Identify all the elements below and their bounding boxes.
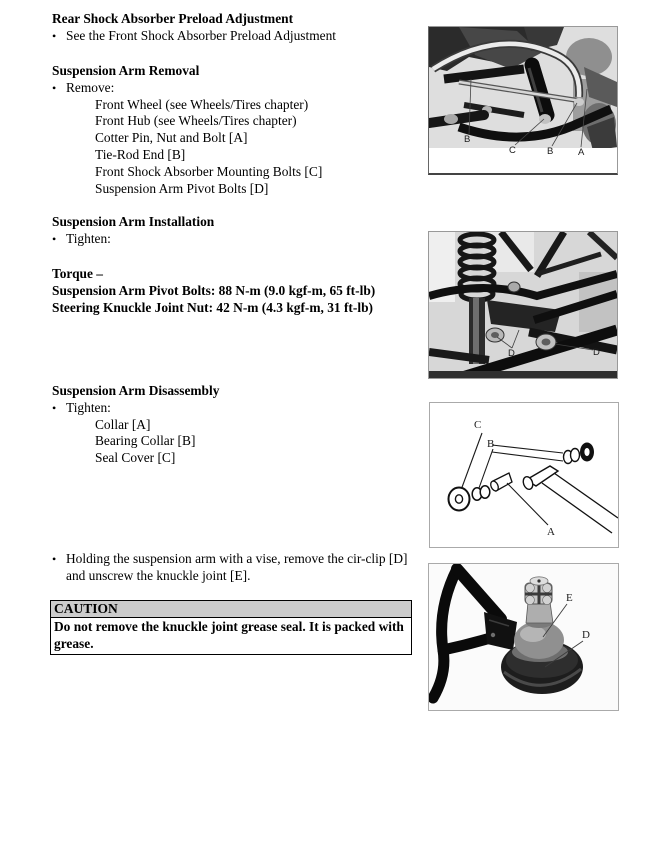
figure-knuckle-joint-photo [428,563,619,711]
figure4-label-e: E [566,592,573,604]
section-torque [52,266,424,316]
figure4-label-d: D [582,629,590,641]
figure-suspension-installation-photo [428,231,618,379]
bullet-icon: • [52,80,57,95]
vise-note-text: Holding the suspension arm with a vise, remove the cir-clip [D] and unscrew the knuckle joint [E]. [66,551,408,583]
section-removal [52,63,424,197]
bullet-icon: • [52,28,57,43]
suspension-installation-illustration [429,232,617,378]
bullet-icon: • [52,552,57,566]
bullet-text: Tighten: [66,399,111,415]
disassembly-item: Collar [A] [95,416,151,432]
bullet-item [52,80,424,97]
section-title-disassembly: Suspension Arm Disassembly [52,383,220,398]
bullet-item [52,400,424,417]
caution-text: Do not remove the knuckle joint grease seal. It is packed with grease. [54,619,404,651]
removal-item: Front Hub (see Wheels/Tires chapter) [95,113,297,129]
caution-box [50,600,412,655]
bullet-icon: • [52,400,57,415]
bullet-icon: • [52,231,57,246]
section-installation [52,214,424,248]
disassembly-item: Bearing Collar [B] [95,433,196,449]
figure1-label-b2: B [547,146,554,157]
figure-suspension-disassembly-drawing [429,402,619,548]
bullet-text: Tighten: [66,230,111,246]
section-title-installation: Suspension Arm Installation [52,214,215,229]
section-title-rear-shock: Rear Shock Absorber Preload Adjustment [52,11,294,26]
bullet-item [52,231,424,248]
caution-title: CAUTION [51,601,411,618]
removal-item: Tie-Rod End [B] [95,146,186,162]
removal-item: Cotter Pin, Nut and Bolt [A] [95,130,248,146]
removal-item: Suspension Arm Pivot Bolts [D] [95,180,269,196]
figure1-label-c: C [509,145,516,156]
section-disassembly [52,383,424,467]
section-vise-note [52,551,424,585]
torque-spec: Suspension Arm Pivot Bolts: 88 N-m (9.0 kgf-m, 65 ft-lb) [52,282,376,298]
removal-item: Front Wheel (see Wheels/Tires chapter) [95,96,309,112]
bullet-text: Remove: [66,79,115,95]
bullet-text: See the Front Shock Absorber Preload Adjustment [66,27,337,43]
torque-heading: Torque – [52,266,103,281]
torque-spec: Steering Knuckle Joint Nut: 42 N-m (4.3 kgf-m, 31 ft-lb) [52,299,373,315]
figure3-label-a: A [547,526,555,538]
suspension-disassembly-illustration [430,403,618,547]
section-title-removal: Suspension Arm Removal [52,63,200,78]
figure2-label-d2: D [593,347,600,358]
figure-suspension-removal-photo [428,26,618,175]
figure3-label-c: C [474,419,482,431]
figure2-label-d1: D [508,348,515,359]
section-rear-shock [52,11,424,45]
bullet-item [52,551,424,585]
suspension-removal-illustration [429,27,617,173]
disassembly-item: Seal Cover [C] [95,450,176,466]
bullet-item [52,28,424,45]
figure1-label-b1: B [464,134,471,145]
removal-item: Front Shock Absorber Mounting Bolts [C] [95,163,323,179]
figure3-label-b: B [487,438,495,450]
figure1-label-a: A [578,147,585,158]
